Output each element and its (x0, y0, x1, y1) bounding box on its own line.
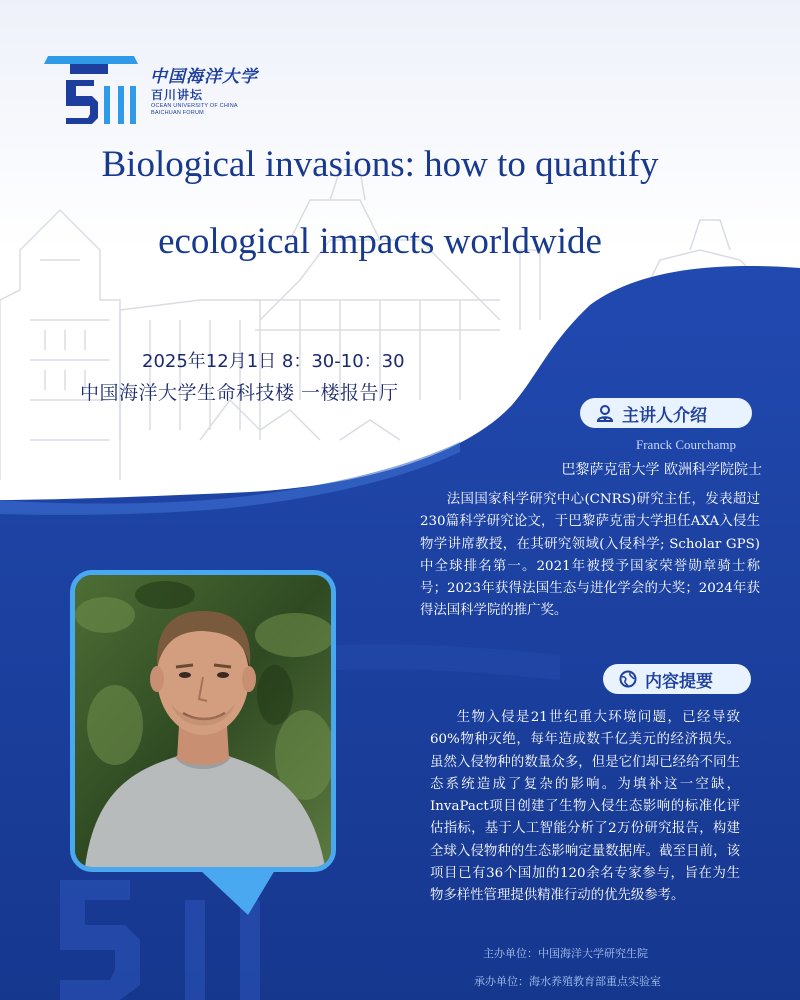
logo-english-university: OCEAN UNIVERSITY OF CHINA (151, 103, 238, 109)
talk-title-line2: ecological impacts worldwide (158, 221, 602, 262)
logo-university-name: 中国海洋大学 (150, 67, 258, 87)
globe-icon (619, 670, 637, 688)
content-heading-label: 内容提要 (645, 671, 713, 692)
person-icon (596, 404, 614, 422)
speaker-bio: 法国国家科学研究中心(CNRS)研究主任，发表超过230篇科学研究论文，于巴黎萨克雷大学担任AXA入侵生物学讲席教授，在其研究领域(入侵科学; Scholar GPS)中全球排名第一。2021年被授予国家荣誉勋章骑士称号；2023年获得法国生态与进化学会的大奖；2024年获得法国科学院的推广奖。 (420, 492, 760, 619)
event-datetime: 2025年12月1日 8：30-10：30 (142, 351, 405, 372)
talk-summary: 生物入侵是21世纪重大环境问题，已经导致60%物种灭绝，每年造成数千亿美元的经济损失。虽然入侵物种的数量众多，但是它们却已经给不同生态系统造成了复杂的影响。为填补这一空缺，InvaPact项目创建了生物入侵生态影响的标准化评估指标，基于人工智能分析了2万份研究报告，构建全球入侵物种的生态影响定量数据库。截至目前，该项目已有36个国加的120余名专家参与，旨在为生物多样性管理提供精准行动的优先级参考。 (430, 710, 740, 904)
content-section-heading (603, 664, 751, 694)
speaker-affiliation: 巴黎萨克雷大学 欧洲科学院院士 (561, 462, 762, 478)
speaker-portrait (75, 575, 331, 867)
speaker-name: Franck Courchamp (635, 437, 736, 452)
co-host-organizer: 承办单位：海水养殖教育部重点实验室 (474, 975, 661, 988)
speaker-photo (70, 570, 336, 872)
logo-forum-name: 百川讲坛 (151, 88, 204, 102)
speaker-section-heading (580, 398, 752, 428)
host-organizer: 主办单位：中国海洋大学研究生院 (483, 947, 648, 960)
event-venue: 中国海洋大学生命科技楼 一楼报告厅 (80, 382, 399, 404)
speaker-heading-label: 主讲人介绍 (622, 405, 707, 426)
talk-title-line1: Biological invasions: how to quantify (101, 144, 659, 185)
logo-english-forum: BAICHUAN FORUM (151, 110, 204, 116)
